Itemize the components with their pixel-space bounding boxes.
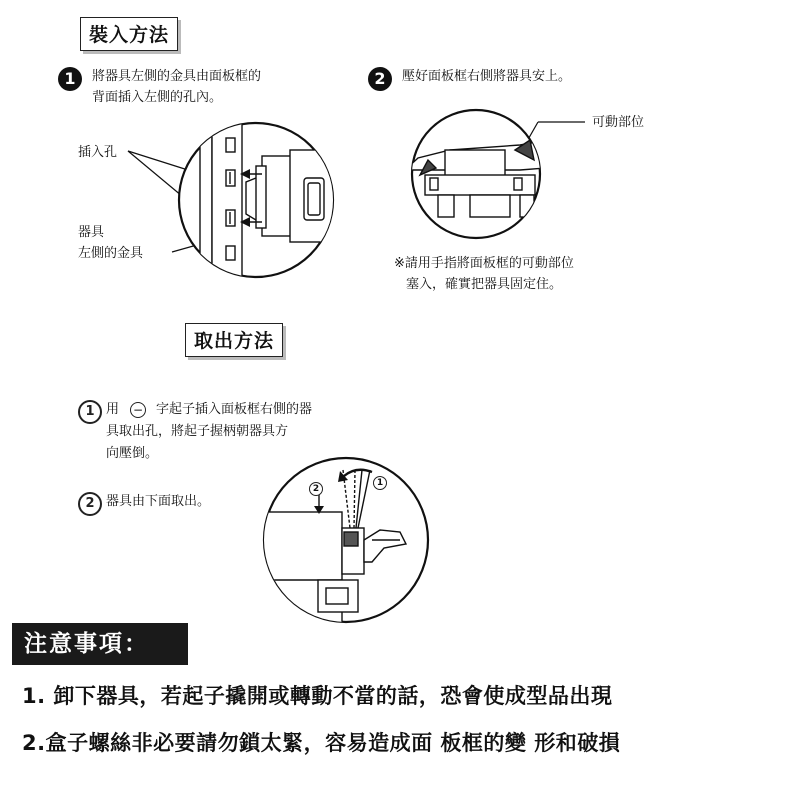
install-step1-line2: 背面插入左側的孔內。 [92, 90, 223, 105]
remove-step2-number: 2 [78, 492, 102, 516]
minus-screwdriver-icon: − [130, 402, 146, 418]
diagram-step1-marker: 1 [373, 476, 387, 490]
diagram-step2-marker: 2 [309, 482, 323, 496]
label-fixture: 器具 [78, 225, 105, 240]
remove-step1-line1b: 字起子插入面板框右側的器 [156, 402, 313, 417]
install-step2-text: 壓好面板框右側將器具安上。 [402, 69, 572, 84]
remove-step1-number: 1 [78, 400, 102, 424]
notice-line1: 1. 卸下器具，若起子撬開或轉動不當的話，恐會使成型品出現 [22, 684, 613, 708]
install-step2-number: 2 [368, 67, 392, 91]
remove-step1-line1a: 用 [106, 402, 120, 417]
install-step1-line1: 將器具左側的金具由面板框的 [92, 69, 262, 84]
remove-step1-line3: 向壓倒。 [106, 446, 159, 461]
notice-line2: 2.盒子螺絲非必要請勿鎖太緊，容易造成面 板框的變 形和破損 [22, 731, 621, 755]
remove-title: 取出方法 [185, 323, 283, 357]
install-title: 裝入方法 [80, 17, 178, 51]
install-note-line1: ※請用手指將面板框的可動部位 [394, 256, 574, 271]
install-step1-number: 1 [58, 67, 82, 91]
remove-step2-text: 器具由下面取出。 [106, 494, 211, 509]
label-left-clip: 左側的金具 [78, 246, 144, 261]
label-movable-part: 可動部位 [592, 115, 645, 130]
label-insert-hole: 插入孔 [78, 145, 118, 160]
notice-title: 注意事項： [12, 623, 188, 665]
install-note-line2: 塞入，確實把器具固定住。 [406, 277, 563, 292]
remove-step1-line2: 具取出孔，將起子握柄朝器具方 [106, 424, 289, 439]
